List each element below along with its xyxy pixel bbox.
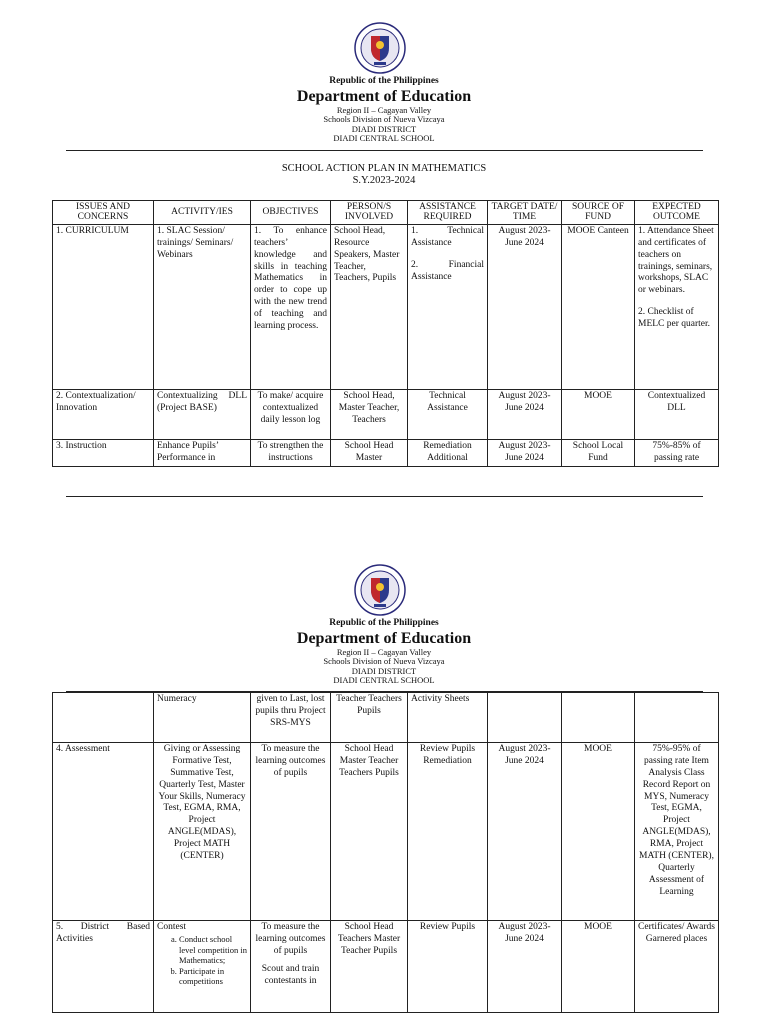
outcome-cell: [635, 693, 719, 743]
target-cell: August 2023-June 2024: [488, 439, 562, 466]
target-cell: August 2023-June 2024: [488, 743, 562, 921]
list-item: a. Conduct school level competition in Mathematics;: [179, 934, 247, 966]
action-plan-table: [52, 200, 719, 467]
issue-cell: 5. District Based Activities: [53, 921, 154, 1013]
assistance-cell: Activity Sheets: [408, 693, 488, 743]
assistance-cell: [408, 224, 488, 389]
table-row: [53, 743, 719, 921]
persons-cell: School Head Master: [331, 439, 408, 466]
column-header: ASSISTANCE REQUIRED: [408, 201, 488, 225]
assistance-cell: Review Pupils Remediation: [408, 743, 488, 921]
list-item: b. Participate in competitions: [179, 966, 247, 987]
region-label: Region II – Cagayan Valley: [336, 647, 432, 658]
objective-cell: To make/ acquire contextualized daily lesson log: [251, 389, 331, 439]
deped-seal-icon: [354, 564, 406, 616]
objective-cell: To strengthen the instructions: [251, 439, 331, 466]
outcome-cell: 75%-85% of passing rate: [635, 439, 719, 466]
action-plan-table-continued: [52, 692, 719, 1013]
issue-cell: [53, 693, 154, 743]
persons-cell: School Head Master Teacher Teachers Pupils: [331, 743, 408, 921]
table-row: [53, 439, 719, 466]
district-label: DIADI DISTRICT: [351, 665, 417, 676]
assistance-item: 2. Financial Assistance: [411, 259, 484, 282]
objective-cell: To measure the learning outcomes of pupils: [251, 743, 331, 921]
division-label: Schools Division of Nueva Vizcaya: [323, 656, 445, 667]
table-row: [53, 921, 719, 1013]
outcome-cell: Contextualized DLL: [635, 389, 719, 439]
issue-cell: 3. Instruction: [53, 439, 154, 466]
issue-cell: 4. Assessment: [53, 743, 154, 921]
region-label: Region II – Cagayan Valley: [336, 105, 432, 116]
persons-cell: School Head, Master Teacher, Teachers: [331, 389, 408, 439]
activity-cell: Contextualizing DLL (Project BASE): [154, 389, 251, 439]
deped-seal-icon: [354, 22, 406, 74]
header-divider: [66, 150, 703, 151]
outcome-item: 1. Attendance Sheet and certificates of teachers on trainings, seminars, workshops, SLAC or webinars.: [638, 225, 714, 296]
school-label: DIADI CENTRAL SCHOOL: [333, 675, 435, 686]
fund-cell: [562, 693, 635, 743]
activity-list: [157, 934, 247, 987]
page-break-line: [66, 496, 703, 497]
issue-cell: 2. Contextualization/ Innovation: [53, 389, 154, 439]
table-row: [53, 224, 719, 389]
fund-cell: MOOE Canteen: [562, 224, 635, 389]
fund-cell: School Local Fund: [562, 439, 635, 466]
table-header-row: [53, 201, 719, 225]
persons-cell: School Head, Resource Speakers, Master Teacher, Teachers, Pupils: [331, 224, 408, 389]
table-row: [53, 693, 719, 743]
objective-item: Scout and train contestants in: [261, 963, 320, 986]
column-header: OBJECTIVES: [251, 201, 331, 225]
fund-cell: MOOE: [562, 389, 635, 439]
target-cell: August 2023-June 2024: [488, 389, 562, 439]
target-cell: August 2023-June 2024: [488, 921, 562, 1013]
outcome-item: 2. Checklist of MELC per quarter.: [638, 307, 711, 329]
assistance-cell: Technical Assistance: [408, 389, 488, 439]
column-header: EXPECTED OUTCOME: [635, 201, 719, 225]
republic-label: Republic of the Philippines: [329, 76, 439, 86]
outcome-cell: [635, 224, 719, 389]
assistance-item: 1. Technical Assistance: [411, 225, 484, 248]
objective-cell: 1. To enhance teachers’ knowledge and skills in teaching Mathematics in order to cope up with the new trend of teaching and learning process.: [251, 224, 331, 389]
assistance-cell: Review Pupils: [408, 921, 488, 1013]
table-row: [53, 389, 719, 439]
column-header: TARGET DATE/ TIME: [488, 201, 562, 225]
activity-cell: Numeracy: [154, 693, 251, 743]
persons-cell: Teacher Teachers Pupils: [331, 693, 408, 743]
persons-cell: School Head Teachers Master Teacher Pupils: [331, 921, 408, 1013]
objective-item: To measure the learning outcomes of pupils: [255, 922, 326, 956]
republic-label: Republic of the Philippines: [329, 618, 439, 628]
objective-cell: [251, 921, 331, 1013]
school-year: S.Y.2023-2024: [352, 175, 416, 187]
outcome-cell: 75%-95% of passing rate Item Analysis Class Record Report on MYS, Numeracy Test, EGMA, Project ANGLE(MDAS), RMA, Project MATH (CENTER), Quarterly Assessment of Learning: [635, 743, 719, 921]
division-label: Schools Division of Nueva Vizcaya: [323, 114, 445, 125]
assistance-cell: Remediation Additional: [408, 439, 488, 466]
column-header: SOURCE OF FUND: [562, 201, 635, 225]
issue-cell: 1. CURRICULUM: [53, 224, 154, 389]
activity-cell: [154, 921, 251, 1013]
department-title: Department of Education: [296, 630, 472, 648]
activity-label: Contest: [157, 922, 187, 932]
department-title: Department of Education: [296, 88, 472, 106]
target-cell: [488, 693, 562, 743]
district-label: DIADI DISTRICT: [351, 123, 417, 134]
fund-cell: MOOE: [562, 743, 635, 921]
target-cell: August 2023-June 2024: [488, 224, 562, 389]
fund-cell: MOOE: [562, 921, 635, 1013]
activity-cell: Enhance Pupils’ Performance in: [154, 439, 251, 466]
outcome-cell: Certificates/ Awards Garnered places: [635, 921, 719, 1013]
column-header: PERSON/S INVOLVED: [331, 201, 408, 225]
objective-cell: given to Last, lost pupils thru Project SRS-MYS: [251, 693, 331, 743]
column-header: ACTIVITY/IES: [154, 201, 251, 225]
plan-title: SCHOOL ACTION PLAN IN MATHEMATICS: [281, 163, 487, 174]
column-header: ISSUES AND CONCERNS: [53, 201, 154, 225]
activity-cell: Giving or Assessing Formative Test, Summative Test, Quarterly Test, Master Your Skills, Numeracy Test, EGMA, RMA, Project ANGLE(MDAS), Project MATH (CENTER): [154, 743, 251, 921]
activity-cell: 1. SLAC Session/ trainings/ Seminars/ Webinars: [154, 224, 251, 389]
school-label: DIADI CENTRAL SCHOOL: [333, 133, 435, 144]
